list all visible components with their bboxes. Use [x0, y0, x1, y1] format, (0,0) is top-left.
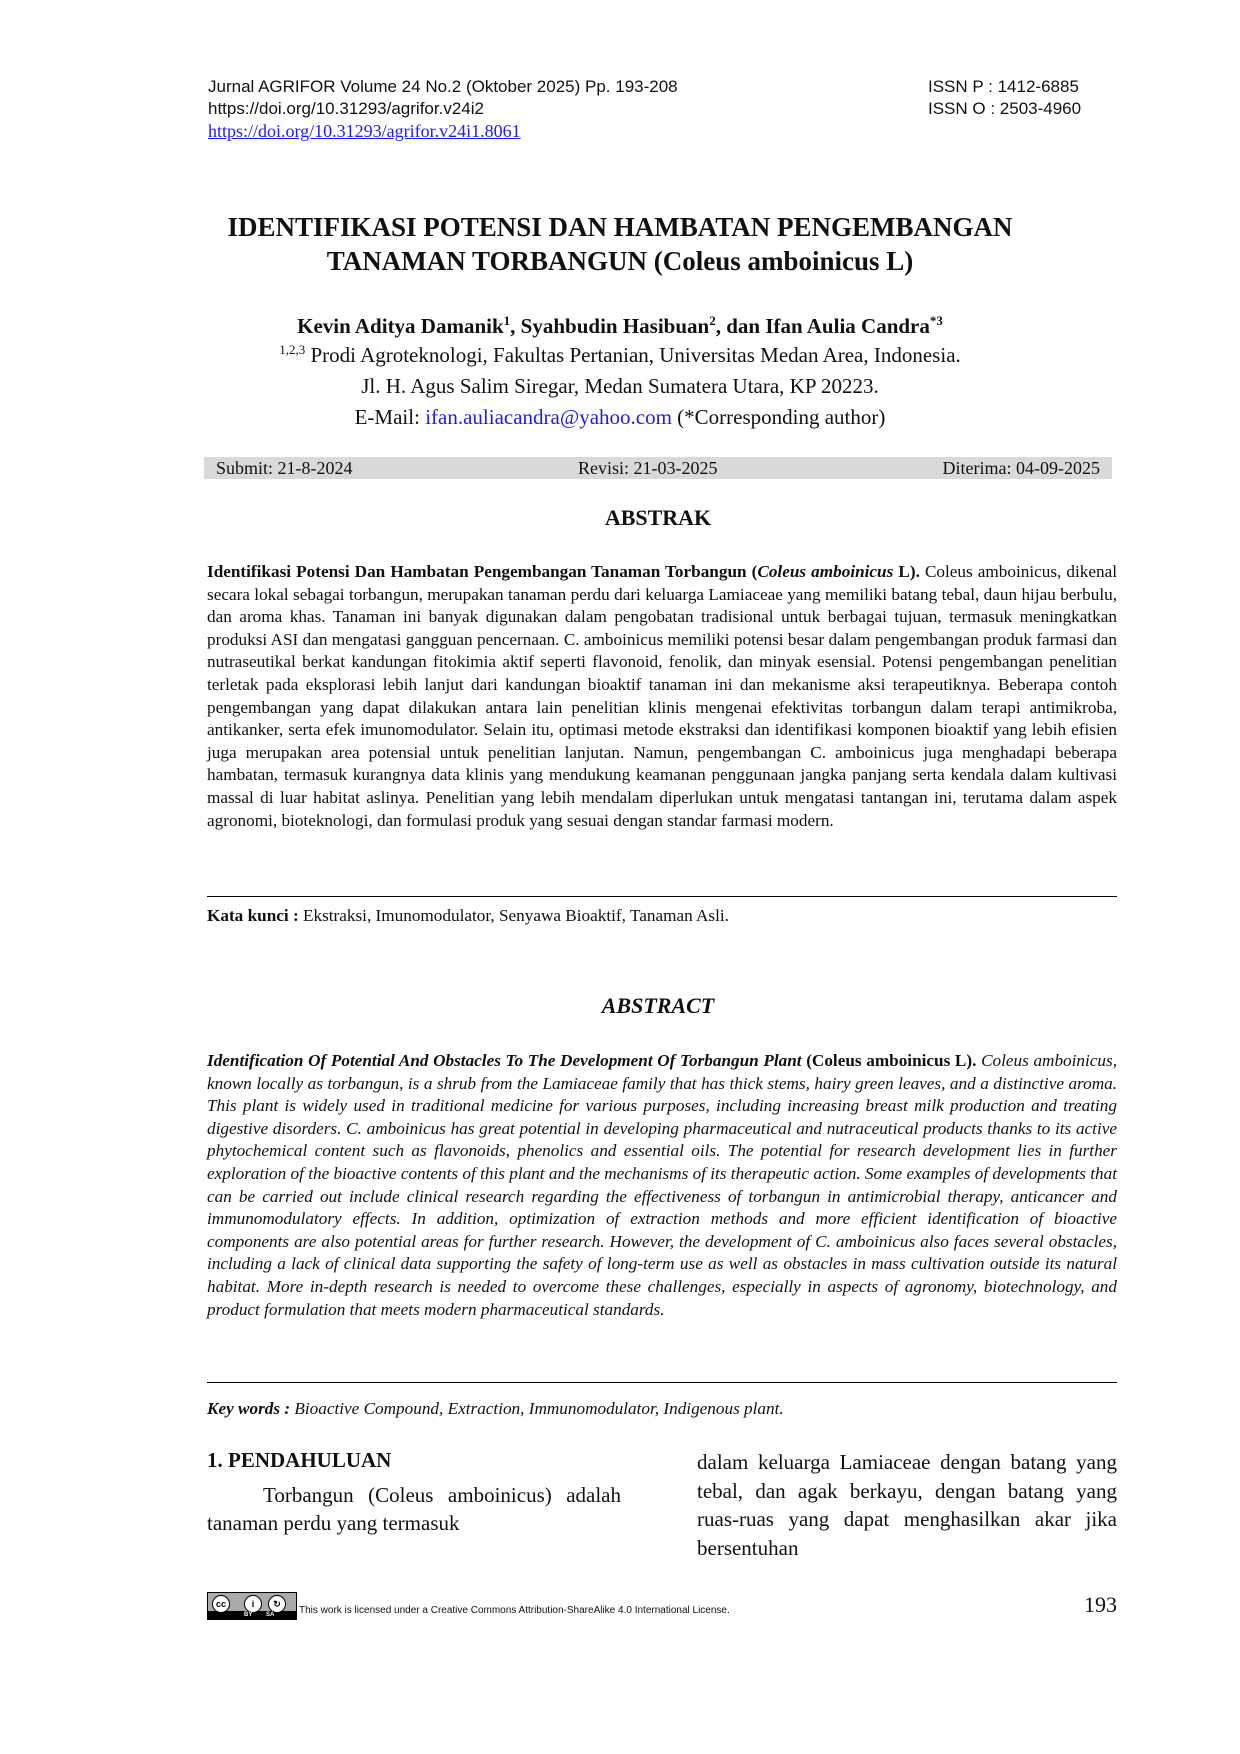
kata-kunci-text: Ekstraksi, Imunomodulator, Senyawa Bioaktif, Tanaman Asli.	[298, 906, 729, 925]
affiliation-mark: 1,2,3	[279, 342, 306, 357]
affiliation-line-1: $^{1,2,3}$ Prodi Agroteknologi, Fakultas Pertanian, Universitas Medan Area, Indonesia.	[279, 342, 961, 367]
abstrak-lead: Identifikasi Potensi Dan Hambatan Pengembangan Tanaman Torbangun (Coleus amboinicus L).	[207, 562, 920, 581]
abstract-heading: ABSTRACT	[601, 993, 715, 1018]
key-words	[207, 1398, 1117, 1420]
intro-right-column	[697, 1448, 1117, 1562]
affiliation	[150, 340, 1090, 433]
abstract-lead: Identification Of Potential And Obstacles To The Development Of Torbangun Plant (Coleus amboinicus L).	[207, 1051, 977, 1070]
abstract-divider	[207, 1382, 1117, 1383]
author-list	[150, 312, 1090, 340]
affiliation-line-2: Jl. H. Agus Salim Siregar, Medan Sumatera Utara, KP 20223.	[361, 374, 879, 398]
intro-left-text: Torbangun (Coleus amboinicus) adalah tanaman perdu yang termasuk	[207, 1482, 621, 1535]
intro-left-column	[207, 1446, 621, 1538]
title-line-1: IDENTIFIKASI POTENSI DAN HAMBATAN PENGEMBANGAN	[227, 212, 1013, 242]
title-line-2: TANAMAN TORBANGUN (Coleus amboinicus L)	[326, 246, 914, 276]
author-1-mark: 1	[503, 313, 511, 328]
share-alike-icon: ↻	[268, 1595, 286, 1613]
issn-block	[928, 76, 1081, 120]
issue-doi: https://doi.org/10.31293/agrifor.v24i2	[208, 99, 484, 118]
page-number: 193	[1084, 1592, 1117, 1617]
intro-right-text: dalam keluarga Lamiaceae dengan batang yang tebal, dan agak berkayu, dengan batang yang ruas-ruas yang dapat menghasilkan akar jika bersentuhan	[697, 1450, 1117, 1560]
abstrak-divider	[207, 896, 1117, 897]
key-words-text: Bioactive Compound, Extraction, Immunomodulator, Indigenous plant.	[290, 1399, 784, 1418]
author-1: Kevin Aditya Damanik	[297, 314, 504, 338]
paper-title	[150, 210, 1090, 278]
revision-date: Revisi: 21-03-2025	[578, 458, 718, 478]
issn-online: ISSN O : 2503-4960	[928, 99, 1082, 118]
abstrak-body	[207, 561, 1117, 832]
journal-header	[208, 76, 678, 143]
abstrak-heading: ABSTRAK	[604, 505, 712, 530]
email-line: E-Mail: ifan.auliacandra@yahoo.com (*Corresponding author)	[354, 405, 886, 429]
dates-bar	[204, 457, 1112, 479]
abstract-text: Coleus amboinicus, known locally as torbangun, is a shrub from the Lamiaceae family that has thick stems, hairy green leaves, and a distinctive aroma. This plant is widely used in traditional medicine for various purposes, including increasing breast milk production and treating digestive disorders. C. amboinicus has great potential in developing pharmaceutical and nutraceutical products thanks to its active phytochemical content such as flavonoids, phenolics and essential oils. The potential for research development lies in further exploration of the bioactive contents of this plant and the mechanisms of its therapeutic action. Some examples of developments that can be carried out include clinical research regarding the effectiveness of torbangun in antimicrobial therapy, anticancer and immunomodulatory effects. In addition, optimization of extraction methods and more efficient identification of bioactive components are also potential areas for further research. However, the development of C. amboinicus also faces several obstacles, including a lack of clinical data supporting the safety of long-term use as well as obstacles in mass cultivation outside its natural habitat. More in-depth research is needed to overcome these challenges, especially in aspects of agronomy, biotechnology, and product formulation that meets modern pharmaceutical standards.	[207, 1051, 1118, 1319]
author-2-mark: 2	[709, 313, 716, 328]
email-link[interactable]: ifan.auliacandra@yahoo.com	[425, 405, 672, 429]
kata-kunci-label: Kata kunci :	[207, 906, 299, 925]
license-text: This work is licensed under a Creative Commons Attribution-ShareAlike 4.0 International License.	[299, 1605, 730, 1616]
journal-citation: Jurnal AGRIFOR Volume 24 No.2 (Oktober 2025) Pp. 193-208	[208, 77, 678, 96]
abstract-body	[207, 1050, 1117, 1321]
author-3: , dan Ifan Aulia Candra	[715, 314, 930, 338]
cc-by-sa-badge[interactable]: cc i ↻ BY SA	[207, 1592, 297, 1620]
intro-heading: 1. PENDAHULUAN	[207, 1448, 392, 1472]
kata-kunci	[207, 905, 1117, 927]
article-doi-link[interactable]: https://doi.org/10.31293/agrifor.v24i1.8061	[208, 121, 521, 141]
issn-print: ISSN P : 1412-6885	[928, 77, 1079, 96]
key-words-label: Key words :	[207, 1399, 291, 1418]
page-footer	[207, 1592, 1117, 1620]
accepted-date: Diterima: 04-09-2025	[942, 458, 1100, 478]
submit-date: Submit: 21-8-2024	[216, 458, 353, 478]
abstrak-text: Coleus amboinicus, dikenal secara lokal sebagai torbangun, merupakan tanaman perdu dari keluarga Lamiaceae yang memiliki batang tebal, daun hijau berbulu, dan aroma khas. Tanaman ini banyak digunakan dalam pengobatan tradisional untuk berbagai tujuan, termasuk meningkatkan produksi ASI dan mengatasi gangguan pencernaan. C. amboinicus memiliki potensi besar dalam pengembangan produk farmasi dan nutraseutikal berkat kandungan fitokimia aktif seperti flavonoid, fenolik, dan minyak esensial. Potensi pengembangan penelitian terletak pada eksplorasi lebih lanjut dari kandungan bioaktif tanaman ini dan mekanisme aksi terapeutiknya. Beberapa contoh pengembangan yang dapat dilakukan antara lain penelitian klinis mengenai efektivitas torbangun dalam terapi antimikroba, antikanker, serta efek imunomodulator. Selain itu, optimasi metode ekstraksi dan identifikasi komponen bioaktif yang lebih efisien juga merupakan area potensial untuk penelitian lanjutan. Namun, pengembangan C. amboinicus juga menghadapi beberapa hambatan, termasuk kurangnya data klinis yang mendukung keamanan penggunaan jangka panjang serta kendala dalam kultivasi massal di luar habitat aslinya. Penelitian yang lebih mendalam diperlukan untuk mengatasi tantangan ini, terutama dalam aspek agronomi, bioteknologi, dan formulasi produk yang sesuai dengan standar farmasi modern.	[207, 562, 1118, 830]
attribution-icon: i	[244, 1595, 262, 1613]
author-2: , Syahbudin Hasibuan	[510, 314, 710, 338]
author-3-mark: *3	[929, 313, 943, 328]
cc-icon: cc	[212, 1595, 230, 1613]
